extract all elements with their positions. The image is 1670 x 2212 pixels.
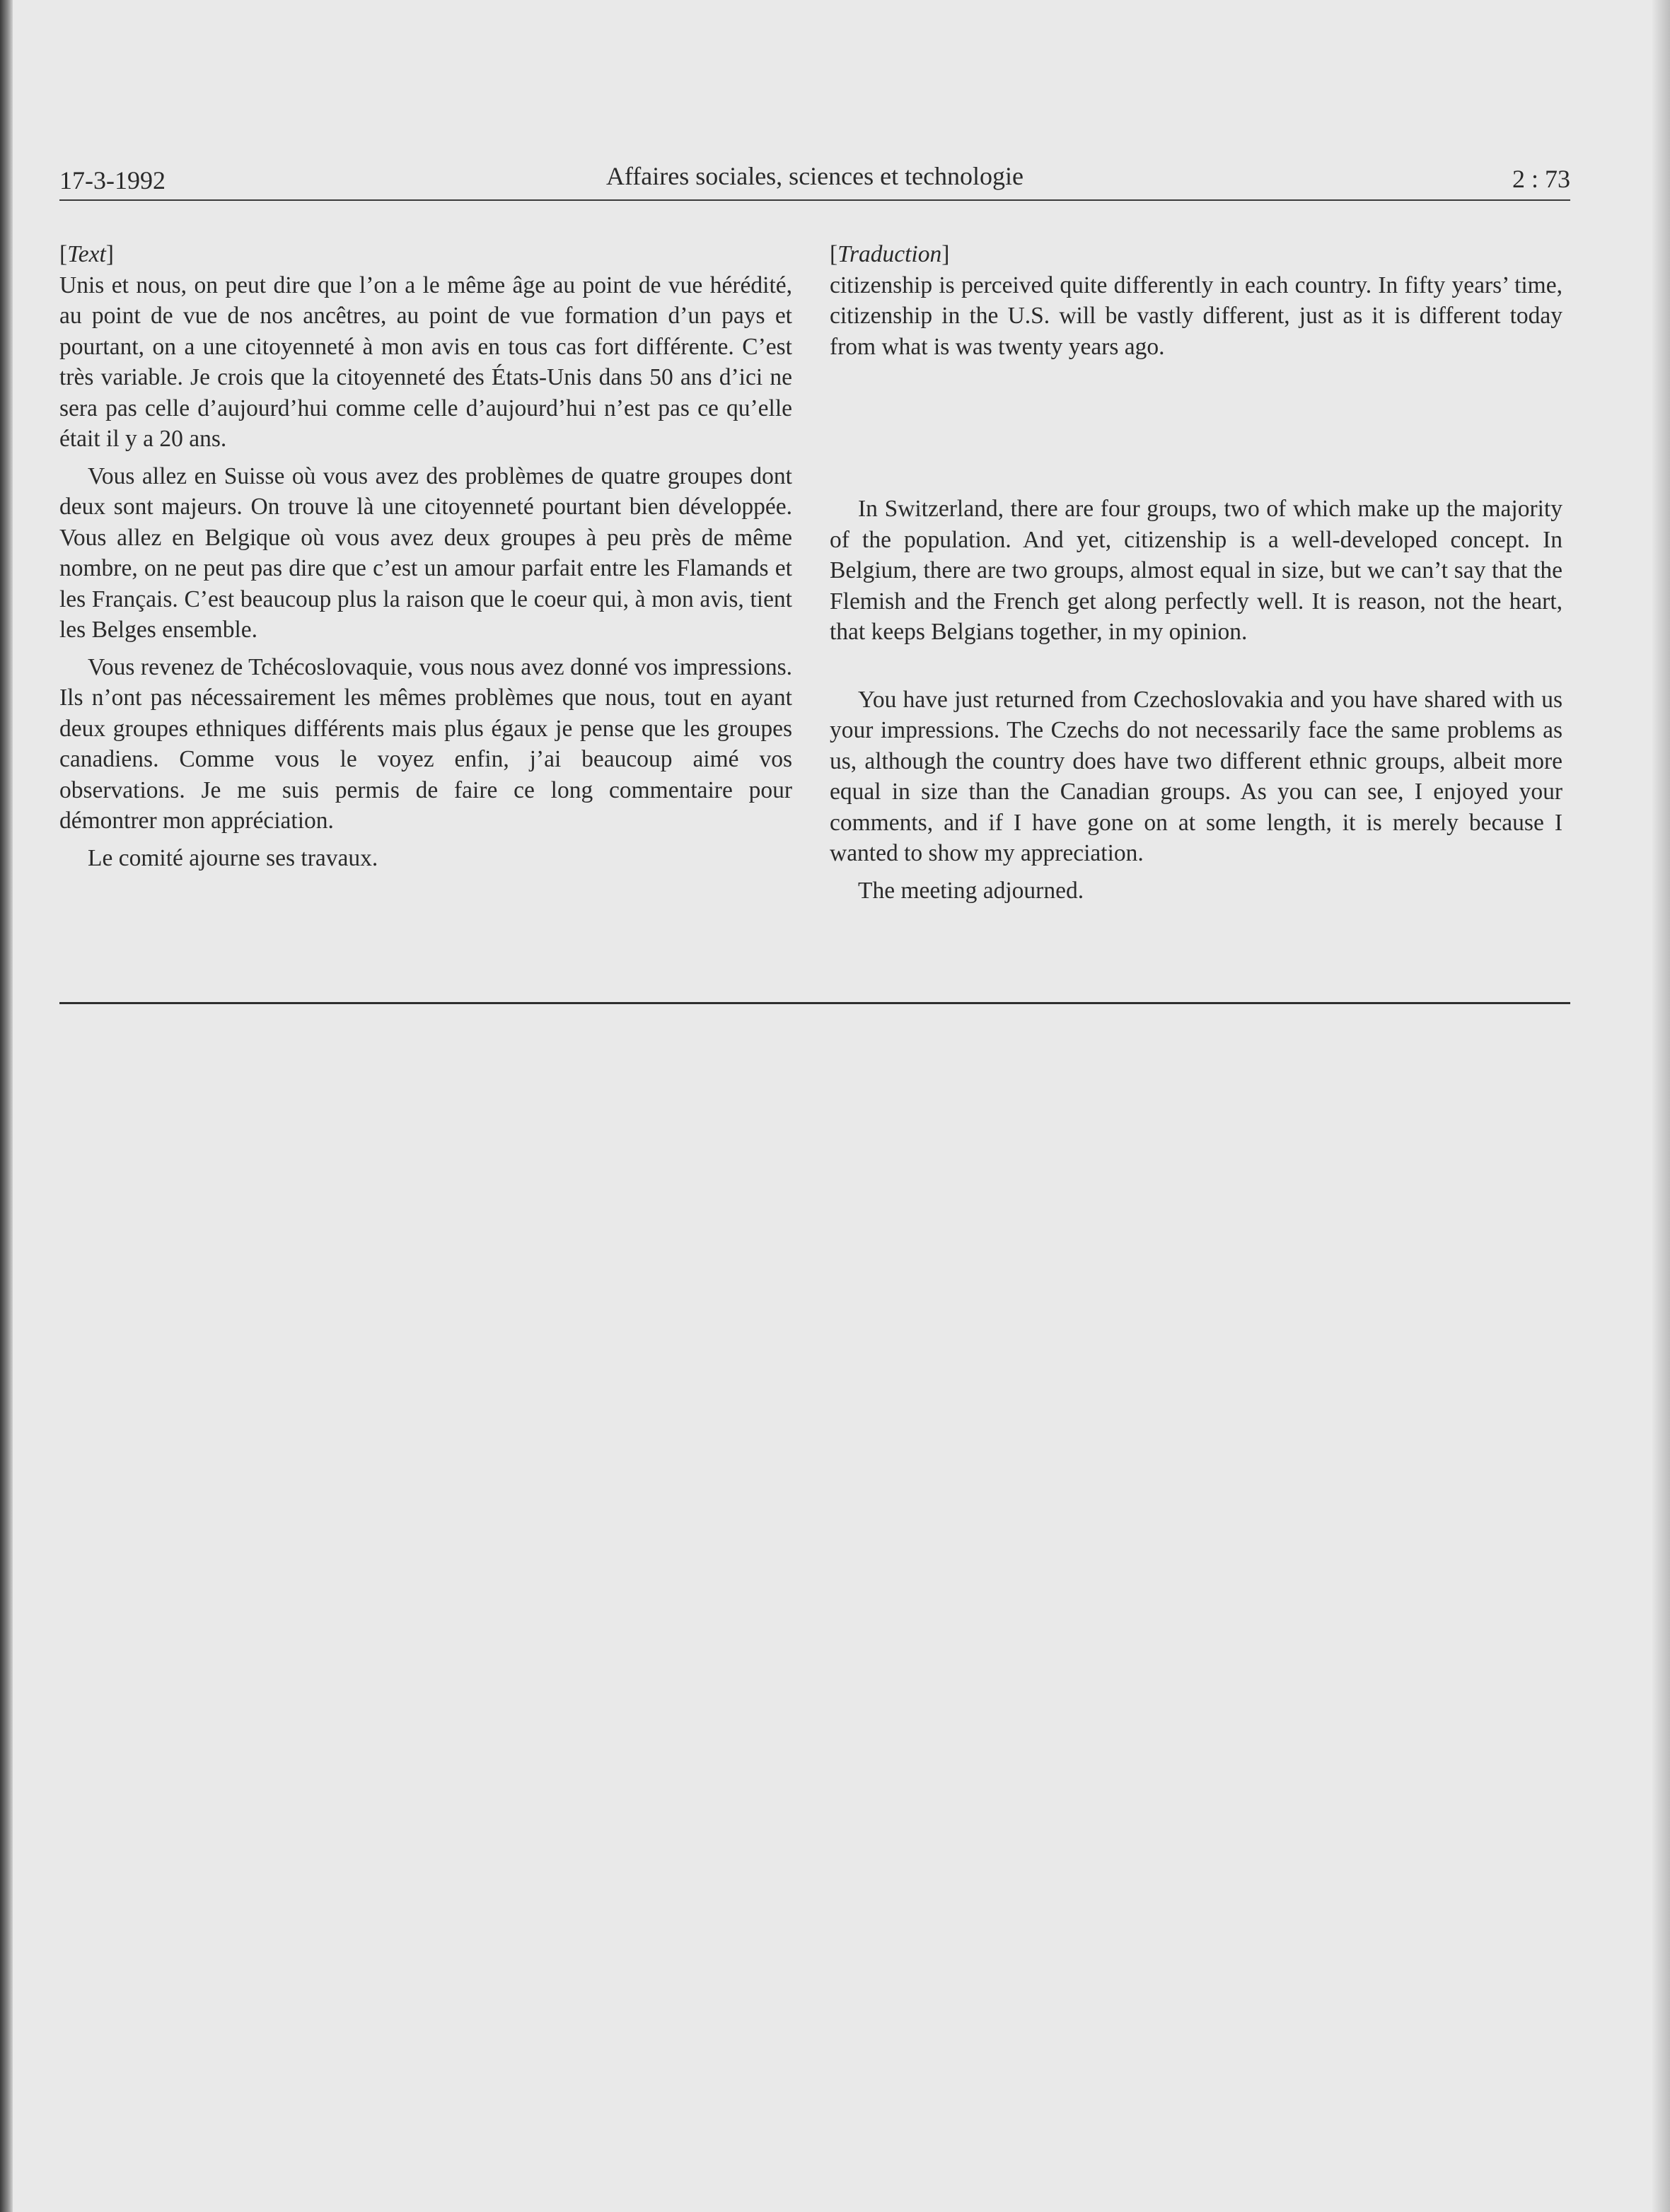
running-header [59,161,1570,201]
right-paragraph-1: citizenship is perceived quite differently in each country. In fifty years’ time, citizenship in the U.S. will be vastly different, just as it is different today from what is was twenty years ago. [830,272,1562,360]
right-paragraph-4: The meeting adjourned. [858,877,1084,904]
end-rule [59,1002,1570,1004]
header-rule [59,199,1570,201]
left-label-text: Text [67,241,106,267]
left-column-french [59,239,792,873]
left-paragraph-1: Unis et nous, on peut dire que l’on a le même âge au point de vue hérédité, au point de vue de nos ancêtres, au point de vue formation d’un pays et pourtant, on a une citoyenneté à mon avis en tous cas fort différente. C’est très variable. Je crois que la citoyenneté des États-Unis dans 50 ans d’ici ne sera pas celle d’aujourd’hui comme celle d’aujourd’hui n’est pas ce qu’elle était il y a 20 ans. [59,272,792,452]
right-column-label: [Traduction] [830,241,950,267]
binding-edge [0,0,13,2212]
header-title: Affaires sociales, sciences et technologie [605,162,1024,190]
page-edge-shadow [1652,0,1670,2212]
right-column-english [830,239,1562,906]
left-paragraph-4: Le comité ajourne ses travaux. [88,844,378,871]
right-label-text: Traduction [837,241,942,267]
left-column-label: [Text] [59,241,114,267]
header-page-number: 2 : 73 [1512,165,1570,193]
left-paragraph-3: Vous revenez de Tchécoslovaquie, vous nous avez donné vos impressions. Ils n’ont pas nécessairement les mêmes problèmes que nous, tout en ayant deux groupes ethniques différents mais plus égaux je pense que les groupes canadiens. Comme vous le voyez enfin, j’ai beaucoup aimé vos observations. Je me suis permis de faire ce long commentaire pour démontrer mon appréciation. [59,653,792,834]
header-date: 17-3-1992 [59,166,166,194]
left-paragraph-2: Vous allez en Suisse où vous avez des problèmes de quatre groupes dont deux sont majeurs. On trouve là une citoyenneté pourtant bien développée. Vous allez en Belgique où vous avez deux groupes à peu près de même nombre, on ne peut pas dire que c’est un amour parfait entre les Flamands et les Français. C’est beaucoup plus la raison que le coeur qui, à mon avis, tient les Belges ensemble. [59,462,792,643]
right-paragraph-2: In Switzerland, there are four groups, two of which make up the majority of the population. And yet, citizenship is a well-developed concept. In Belgium, there are two groups, almost equal in size, but we can’t say that the Flemish and the French get along perfectly well. It is reason, not the heart, that keeps Belgians together, in my opinion. [830,496,1562,645]
right-paragraph-3: You have just returned from Czechoslovakia and you have shared with us your impressions. The Czechs do not necessarily face the same problems as us, although the country does have two different ethnic groups, albeit more equal in size than the Canadian groups. As you can see, I enjoyed your comments, and if I have gone on at some length, it is merely because I wanted to show my appreciation. [830,686,1562,866]
